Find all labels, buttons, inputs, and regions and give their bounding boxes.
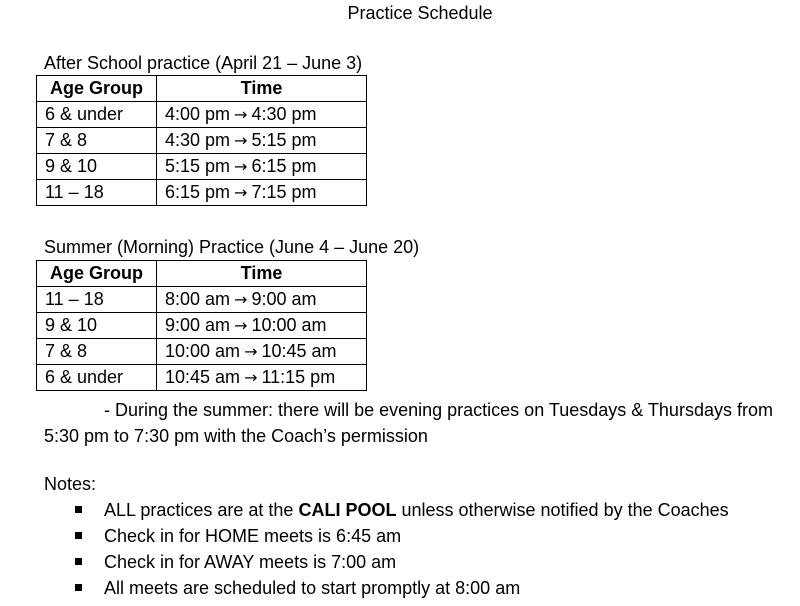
note-text: ALL practices are at the bbox=[104, 500, 299, 520]
square-bullet-icon bbox=[75, 558, 82, 565]
arrow-icon: → bbox=[234, 183, 248, 202]
square-bullet-icon bbox=[75, 506, 82, 513]
end-time: 10:45 am bbox=[261, 341, 337, 361]
time-cell bbox=[157, 154, 367, 180]
arrow-icon: → bbox=[234, 290, 248, 309]
table-row bbox=[37, 154, 367, 180]
end-time: 4:30 pm bbox=[251, 104, 317, 124]
start-time: 4:00 pm bbox=[165, 104, 231, 124]
square-bullet-icon bbox=[75, 584, 82, 591]
time-cell bbox=[157, 313, 367, 339]
end-time: 11:15 pm bbox=[261, 367, 336, 387]
table-row bbox=[37, 313, 367, 339]
list-item bbox=[75, 575, 729, 601]
note-text: Check in for HOME meets is 6:45 am bbox=[104, 526, 402, 546]
end-time: 10:00 am bbox=[251, 315, 327, 335]
age-group-header: Age Group bbox=[37, 76, 157, 102]
time-cell bbox=[157, 365, 367, 391]
table-row bbox=[37, 128, 367, 154]
table-row bbox=[37, 365, 367, 391]
summer-evening-note bbox=[44, 397, 789, 449]
age-cell: 11 – 18 bbox=[37, 180, 157, 206]
age-group-header: Age Group bbox=[37, 261, 157, 287]
pool-name: CALI POOL bbox=[298, 500, 397, 520]
end-time: 9:00 am bbox=[251, 289, 317, 309]
arrow-icon: → bbox=[234, 105, 248, 124]
summer-table bbox=[36, 260, 367, 391]
time-cell bbox=[157, 180, 367, 206]
time-cell bbox=[157, 339, 367, 365]
arrow-icon: → bbox=[244, 342, 258, 361]
start-time: 9:00 am bbox=[165, 315, 231, 335]
age-cell: 7 & 8 bbox=[37, 128, 157, 154]
table-row bbox=[37, 102, 367, 128]
arrow-icon: → bbox=[234, 157, 248, 176]
after-school-table bbox=[36, 75, 367, 206]
note-text: Check in for AWAY meets is 7:00 am bbox=[104, 552, 397, 572]
time-cell bbox=[157, 102, 367, 128]
table-row bbox=[37, 339, 367, 365]
end-time: 6:15 pm bbox=[251, 156, 317, 176]
summer-heading: Summer (Morning) Practice (June 4 – June 20) bbox=[44, 237, 420, 257]
age-cell: 9 & 10 bbox=[37, 313, 157, 339]
age-cell: 6 & under bbox=[37, 102, 157, 128]
age-cell: 6 & under bbox=[37, 365, 157, 391]
start-time: 10:00 am bbox=[165, 341, 241, 361]
square-bullet-icon bbox=[75, 532, 82, 539]
table-row bbox=[37, 180, 367, 206]
age-cell: 11 – 18 bbox=[37, 287, 157, 313]
start-time: 8:00 am bbox=[165, 289, 231, 309]
notes-list bbox=[75, 497, 729, 601]
table-header-row bbox=[37, 76, 367, 102]
time-cell bbox=[157, 287, 367, 313]
arrow-icon: → bbox=[234, 316, 248, 335]
notes-heading: Notes: bbox=[44, 474, 97, 494]
arrow-icon: → bbox=[234, 131, 248, 150]
table-header-row bbox=[37, 261, 367, 287]
after-school-heading: After School practice (April 21 – June 3) bbox=[44, 53, 363, 73]
time-header: Time bbox=[157, 76, 367, 102]
list-item bbox=[75, 549, 729, 575]
start-time: 4:30 pm bbox=[165, 130, 231, 150]
age-cell: 9 & 10 bbox=[37, 154, 157, 180]
end-time: 7:15 pm bbox=[251, 182, 317, 202]
table-row bbox=[37, 287, 367, 313]
note-text: All meets are scheduled to start promptly at 8:00 am bbox=[104, 578, 521, 598]
time-header: Time bbox=[157, 261, 367, 287]
time-cell bbox=[157, 128, 367, 154]
page-title: Practice Schedule bbox=[347, 3, 493, 23]
end-time: 5:15 pm bbox=[251, 130, 317, 150]
age-cell: 7 & 8 bbox=[37, 339, 157, 365]
arrow-icon: → bbox=[244, 368, 258, 387]
summer-note-text: - During the summer: there will be evening practices on Tuesdays & Thursdays from 5:30 pm to 7:30 pm with the Coach’s permission bbox=[44, 400, 773, 446]
start-time: 5:15 pm bbox=[165, 156, 231, 176]
note-text: unless otherwise notified by the Coaches bbox=[396, 500, 729, 520]
list-item bbox=[75, 497, 729, 523]
start-time: 6:15 pm bbox=[165, 182, 231, 202]
list-item bbox=[75, 523, 729, 549]
start-time: 10:45 am bbox=[165, 367, 241, 387]
